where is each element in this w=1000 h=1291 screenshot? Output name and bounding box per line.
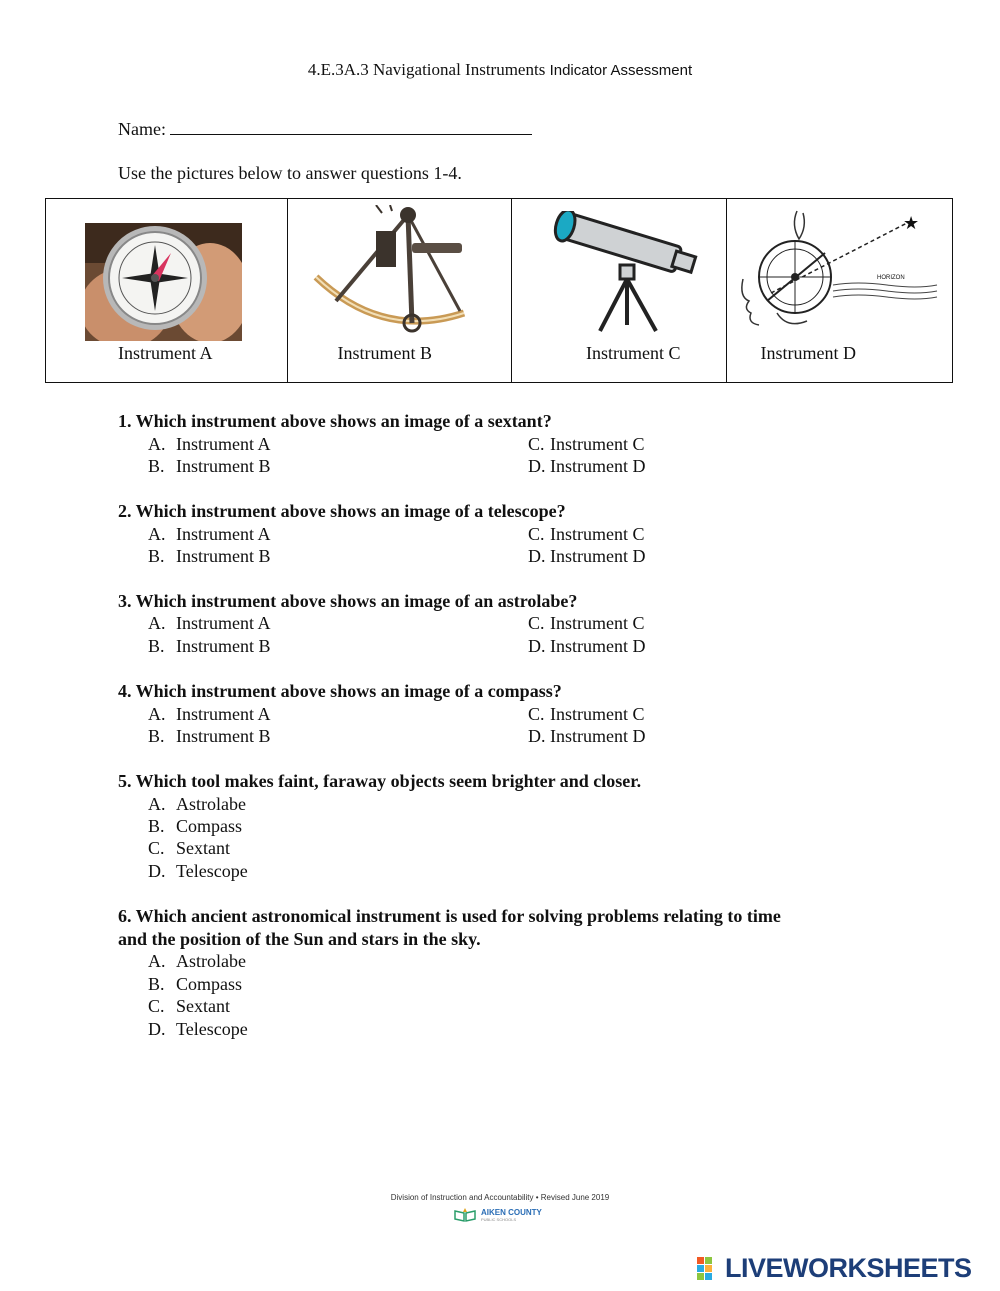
horizon-text: HORIZON (876, 275, 905, 281)
option-1b[interactable]: B. Instrument B (148, 456, 271, 476)
question-6-line2: and the position of the Sun and stars in the sky. (118, 929, 481, 949)
option-2a[interactable]: A. Instrument A (148, 524, 271, 544)
svg-text:★: ★ (902, 213, 919, 233)
question-6-line1: 6. Which ancient astronomical instrument is used for solving problems relating to time (118, 906, 781, 926)
title-subtitle: Indicator Assessment (549, 62, 693, 79)
option-3a[interactable]: A. Instrument A (148, 613, 271, 633)
instrument-cell-d (727, 199, 953, 382)
question-5: 5. Which tool makes faint, faraway objects seem brighter and closer. (118, 771, 642, 791)
option-2c[interactable]: C. Instrument C (528, 524, 645, 544)
option-1c[interactable]: C. Instrument C (528, 434, 645, 454)
option-4a[interactable]: A. Instrument A (148, 704, 271, 724)
option-1a[interactable]: A. Instrument A (148, 434, 271, 454)
book-icon (454, 1208, 476, 1222)
sextant-icon (312, 205, 472, 343)
instrument-label: Instrument B (337, 343, 432, 363)
question-3: 3. Which instrument above shows an image of an astrolabe? (118, 591, 578, 611)
question-2: 2. Which instrument above shows an image of a telescope? (118, 501, 566, 521)
telescope-icon (548, 211, 698, 335)
instructions-text: Use the pictures below to answer questions 1-4. (118, 163, 462, 183)
option-6b[interactable]: B. Compass (148, 974, 243, 994)
option-1d[interactable]: D. Instrument D (528, 456, 646, 476)
district-name: AIKEN COUNTY (481, 1207, 542, 1217)
option-6d[interactable]: D. Telescope (148, 1019, 248, 1039)
question-1: 1. Which instrument above shows an image of a sextant? (118, 411, 552, 431)
title-code: 4.E.3A.3 Navigational Instruments (307, 60, 546, 79)
instrument-cell-a (46, 199, 288, 382)
question-4: 4. Which instrument above shows an image of a compass? (118, 681, 562, 701)
district-sub: PUBLIC SCHOOLS (481, 1216, 517, 1222)
footer-division: Division of Instruction and Accountability • Revised June 2019 (390, 1193, 610, 1202)
option-3d[interactable]: D. Instrument D (528, 636, 646, 656)
option-4b[interactable]: B. Instrument B (148, 726, 271, 746)
option-5c[interactable]: C. Sextant (148, 838, 230, 858)
district-logo (454, 1208, 542, 1222)
option-5b[interactable]: B. Compass (148, 816, 243, 836)
option-3b[interactable]: B. Instrument B (148, 636, 271, 656)
name-field[interactable] (170, 118, 532, 135)
name-label: Name: (118, 119, 166, 139)
option-5d[interactable]: D. Telescope (148, 861, 248, 881)
instrument-table (45, 198, 953, 383)
astrolabe-icon (737, 205, 943, 333)
instrument-label: Instrument C (585, 343, 681, 363)
brand-logo[interactable] (697, 1253, 972, 1284)
option-3c[interactable]: C. Instrument C (528, 613, 645, 633)
brand-name: LIVEWORKSHEETS (725, 1253, 972, 1283)
page-title (0, 60, 1000, 80)
instrument-label: Instrument A (118, 343, 213, 363)
option-6a[interactable]: A. Astrolabe (148, 951, 246, 971)
instrument-label: Instrument D (760, 343, 856, 363)
liveworksheets-logo-icon (697, 1257, 721, 1281)
option-5a[interactable]: A. Astrolabe (148, 794, 246, 814)
option-6c[interactable]: C. Sextant (148, 996, 230, 1016)
compass-icon (85, 223, 242, 341)
instrument-cell-b (288, 199, 512, 382)
option-4c[interactable]: C. Instrument C (528, 704, 645, 724)
option-4d[interactable]: D. Instrument D (528, 726, 646, 746)
option-2b[interactable]: B. Instrument B (148, 546, 271, 566)
option-2d[interactable]: D. Instrument D (528, 546, 646, 566)
name-row (118, 118, 532, 140)
instrument-cell-c (512, 199, 727, 382)
